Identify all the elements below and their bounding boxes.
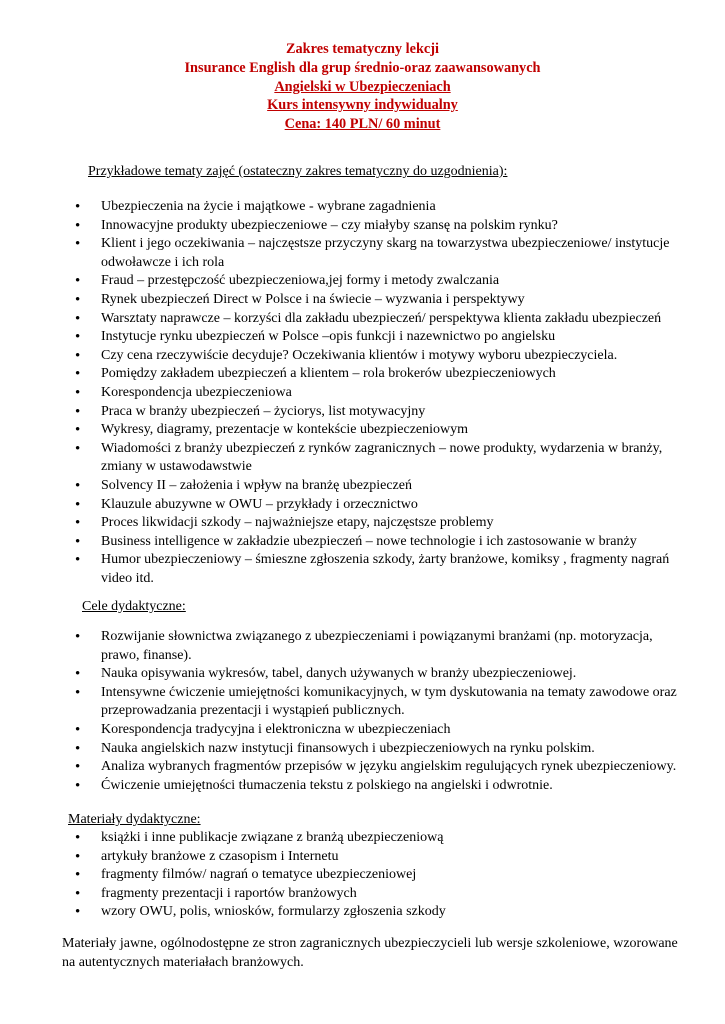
goals-heading: Cele dydaktyczne:: [82, 599, 186, 614]
list-item: • artykuły branżowe z czasopism i Internetu: [0, 848, 680, 867]
list-item: • Rozwijanie słownictwa związanego z ubezpieczeniami i powiązanymi branżami (np. motoryzacja, prawo, finanse).: [0, 628, 685, 665]
header-title: Zakres tematyczny lekcji: [286, 41, 439, 57]
list-item: • Wykresy, diagramy, prezentacje w kontekście ubezpieczeniowym: [0, 421, 680, 440]
list-item: • fragmenty prezentacji i raportów branżowych: [0, 885, 680, 904]
list-item: • Solvency II – założenia i wpływ na branżę ubezpieczeń: [0, 477, 680, 496]
document-header: [0, 40, 725, 134]
list-item: • Business intelligence w zakładzie ubezpieczeń – nowe technologie i ich zastosowanie w branży: [0, 533, 680, 552]
list-item: • Warsztaty naprawcze – korzyści dla zakładu ubezpieczeń/ perspektywa klienta zakładu ubezpieczeń: [0, 310, 680, 329]
list-item: • Nauka angielskich nazw instytucji finansowych i ubezpieczeniowych na rynku polskim.: [0, 740, 685, 759]
list-item: • Humor ubezpieczeniowy – śmieszne zgłoszenia szkody, żarty branżowe, komiksy , fragmenty nagrań video itd.: [0, 551, 680, 588]
goals-list: [0, 628, 685, 795]
list-item: • Pomiędzy zakładem ubezpieczeń a klientem – rola brokerów ubezpieczeniowych: [0, 365, 680, 384]
list-item: • Czy cena rzeczywiście decyduje? Oczekiwania klientów i motywy wyboru ubezpieczyciela.: [0, 347, 680, 366]
list-item: • Ubezpieczenia na życie i majątkowe - wybrane zagadnienia: [0, 198, 680, 217]
list-item: • wzory OWU, polis, wniosków, formularzy zgłoszenia szkody: [0, 903, 680, 922]
list-item: • Korespondencja tradycyjna i elektroniczna w ubezpieczeniach: [0, 721, 685, 740]
list-item: • Nauka opisywania wykresów, tabel, danych używanych w branży ubezpieczeniowej.: [0, 665, 685, 684]
list-item: • Innowacyjne produkty ubezpieczeniowe – czy miałyby szansę na polskim rynku?: [0, 217, 680, 236]
list-item: • Klient i jego oczekiwania – najczęstsze przyczyny skarg na towarzystwa ubezpieczeniowe/ instytucje odwoławcze i ich rola: [0, 235, 680, 272]
list-item: • Fraud – przestępczość ubezpieczeniowa,jej formy i metody zwalczania: [0, 272, 680, 291]
list-item: • Klauzule abuzywne w OWU – przykłady i orzecznictwo: [0, 496, 680, 515]
list-item: • Korespondencja ubezpieczeniowa: [0, 384, 680, 403]
header-course-type: Kurs intensywny indywidualny: [267, 97, 458, 114]
list-item: • Praca w branży ubezpieczeń – życiorys, list motywacyjny: [0, 403, 680, 422]
list-item: • książki i inne publikacje związane z branżą ubezpieczeniową: [0, 829, 680, 848]
list-item: • Instytucje rynku ubezpieczeń w Polsce –opis funkcji i nazewnictwo po angielsku: [0, 328, 680, 347]
topics-list: [0, 198, 680, 588]
list-item: • Wiadomości z branży ubezpieczeń z rynków zagranicznych – nowe produkty, wydarzenia w branży, zmiany w ustawodawstwie: [0, 440, 680, 477]
materials-list: [0, 829, 680, 922]
list-item: • Intensywne ćwiczenie umiejętności komunikacyjnych, w tym dyskutowania na tematy zawodowe oraz przeprowadzania prezentacji i wystąpień publicznych.: [0, 684, 685, 721]
header-subtitle: Angielski w Ubezpieczeniach: [274, 78, 451, 95]
list-item: • Ćwiczenie umiejętności tłumaczenia tekstu z polskiego na angielski i odwrotnie.: [0, 777, 685, 796]
list-item: • fragmenty filmów/ nagrań o tematyce ubezpieczeniowej: [0, 866, 680, 885]
header-price: Cena: 140 PLN/ 60 minut: [284, 116, 441, 133]
list-item: • Rynek ubezpieczeń Direct w Polsce i na świecie – wyzwania i perspektywy: [0, 291, 680, 310]
header-course-name: Insurance English dla grup średnio-oraz zaawansowanych: [184, 59, 541, 76]
materials-heading: Materiały dydaktyczne:: [68, 812, 201, 827]
footer-note: Materiały jawne, ogólnodostępne ze stron zagranicznych ubezpieczycieli lub wersje szkoleniowe, wzorowane na autentycznych materiałach branżowych.: [62, 936, 678, 970]
topics-intro: Przykładowe tematy zajęć (ostateczny zakres tematyczny do uzgodnienia):: [88, 164, 508, 179]
list-item: • Analiza wybranych fragmentów przepisów w języku angielskim regulujących rynek ubezpieczeniowy.: [0, 758, 685, 777]
list-item: • Proces likwidacji szkody – najważniejsze etapy, najczęstsze problemy: [0, 514, 680, 533]
